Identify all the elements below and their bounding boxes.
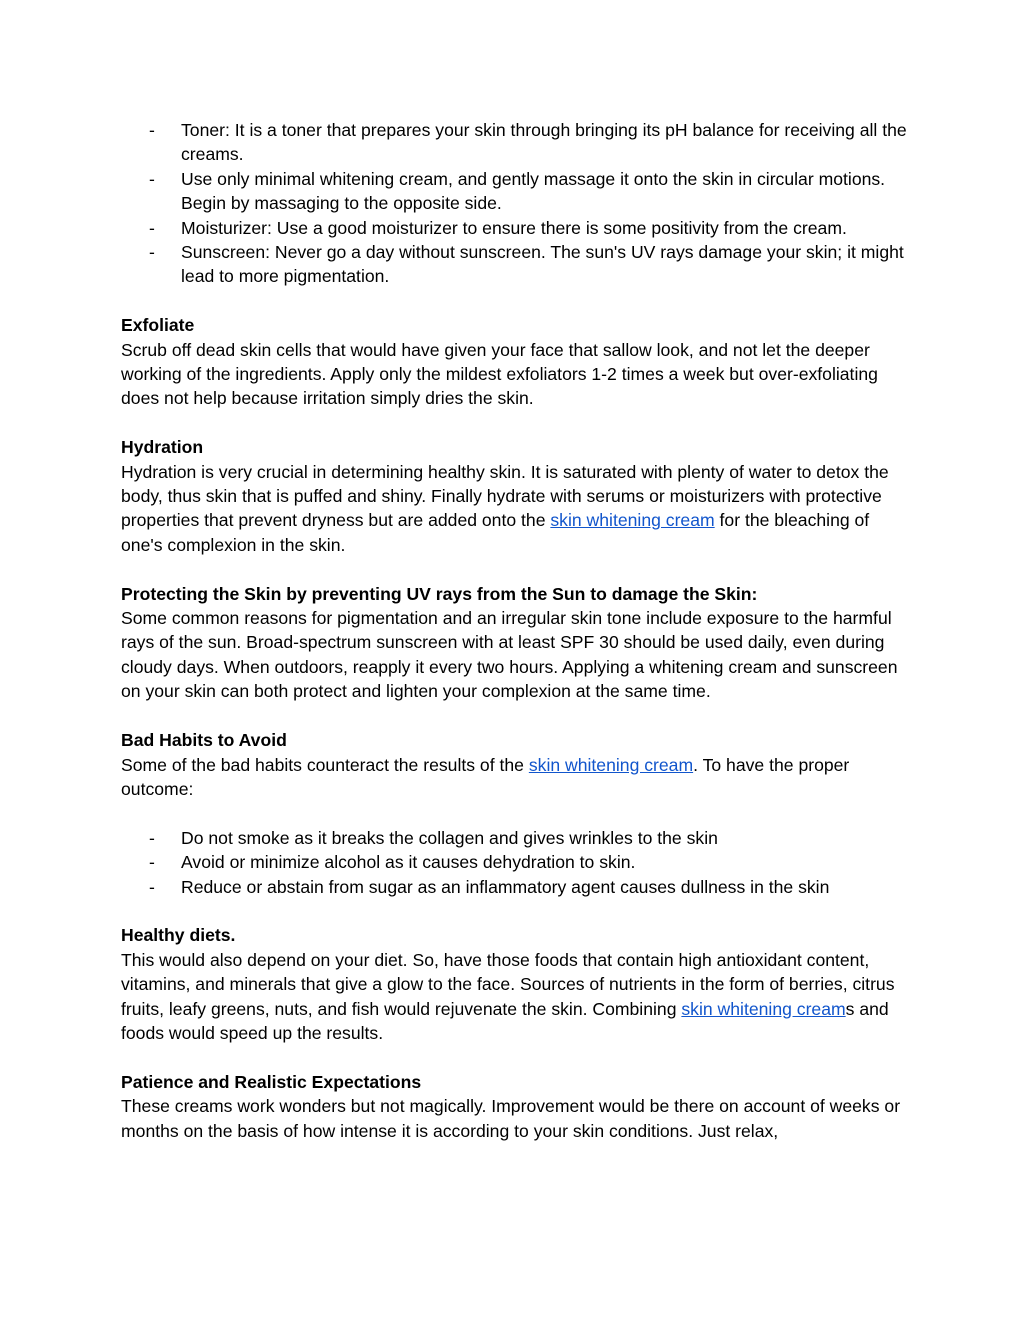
list-dash: - bbox=[149, 876, 155, 897]
list-item bbox=[121, 118, 911, 167]
list-dash: - bbox=[149, 827, 155, 848]
list-item-text: Moisturizer: Use a good moisturizer to ensure there is some positivity from the cream. bbox=[181, 217, 847, 238]
list-dash: - bbox=[149, 852, 155, 873]
bad-habits-paragraph bbox=[121, 753, 911, 802]
list-item bbox=[121, 826, 911, 850]
list-item bbox=[121, 167, 911, 216]
patience-paragraph: These creams work wonders but not magically. Improvement would be there on account of weeks or months on the basis of how intense it is according to your skin conditions. Just relax, bbox=[121, 1096, 901, 1141]
list-item-text: Toner: It is a toner that prepares your skin through bringing its pH balance for receiving all the creams. bbox=[181, 120, 907, 165]
list-dash: - bbox=[149, 217, 155, 238]
exfoliate-heading: Exfoliate bbox=[121, 315, 195, 336]
list-item bbox=[121, 850, 911, 874]
hydration-paragraph bbox=[121, 460, 911, 558]
skin-whitening-cream-link[interactable]: skin whitening cream bbox=[528, 754, 694, 775]
skin-whitening-cream-link[interactable]: skin whitening cream bbox=[681, 998, 846, 1019]
patience-heading: Patience and Realistic Expectations bbox=[121, 1071, 422, 1092]
document-page bbox=[121, 118, 911, 1143]
list-item-text: Do not smoke as it breaks the collagen and gives wrinkles to the skin bbox=[181, 827, 718, 848]
list-item bbox=[121, 240, 911, 289]
bad-habits-text-after: . To have the proper outcome: bbox=[121, 754, 850, 799]
list-item bbox=[121, 875, 911, 899]
protecting-paragraph: Some common reasons for pigmentation and an irregular skin tone include exposure to the harmful rays of the sun. Broad-spectrum sunscreen with at least SPF 30 should be used daily, even during cloudy days. When outdoors, reapply it every two hours. Applying a whitening cream and sunscreen on your skin can both protect and lighten your complexion at the same time. bbox=[121, 608, 898, 702]
bad-habits-heading: Bad Habits to Avoid bbox=[121, 730, 287, 751]
hydration-text-before: Hydration is very crucial in determining healthy skin. It is saturated with plenty of water to detox the body, thus skin that is puffed and shiny. Finally hydrate with serums or moisturizers with protective properties that prevent dryness but are added onto the bbox=[121, 461, 889, 531]
hydration-text-after: for the bleaching of one's complexion in the skin. bbox=[121, 510, 870, 555]
list-item-text: Sunscreen: Never go a day without sunscreen. The sun's UV rays damage your skin; it might lead to more pigmentation. bbox=[181, 242, 904, 287]
list-item bbox=[121, 216, 911, 240]
list-dash: - bbox=[149, 120, 155, 140]
list-item-text: Reduce or abstain from sugar as an inflammatory agent causes dullness in the skin bbox=[181, 876, 830, 897]
diets-text-after: s and foods would speed up the results. bbox=[121, 998, 889, 1043]
list-dash: - bbox=[149, 242, 155, 263]
exfoliate-paragraph: Scrub off dead skin cells that would have given your face that sallow look, and not let the deeper working of the ingredients. Apply only the mildest exfoliators 1-2 times a week but over-exfoliating does not help because irritation simply dries the skin. bbox=[121, 339, 878, 409]
intro-list bbox=[121, 118, 911, 289]
skin-whitening-cream-link[interactable]: skin whitening cream bbox=[550, 510, 715, 531]
list-item-text: Use only minimal whitening cream, and gently massage it onto the skin in circular motions. Begin by massaging to the opposite side. bbox=[181, 168, 886, 214]
list-item-text: Avoid or minimize alcohol as it causes dehydration to skin. bbox=[181, 852, 636, 873]
protecting-heading: Protecting the Skin by preventing UV rays from the Sun to damage the Skin: bbox=[121, 583, 758, 604]
bad-habits-list bbox=[121, 826, 911, 899]
list-dash: - bbox=[149, 168, 155, 189]
healthy-diets-heading: Healthy diets. bbox=[121, 925, 236, 946]
diets-text-before: This would also depend on your diet. So, have those foods that contain high antioxidant content, vitamins, and minerals that give a glow to the face. Sources of nutrients in the form of berries, citrus fruits, leafy greens, nuts, and fish would rejuvenate the skin. Combining bbox=[121, 949, 895, 1019]
bad-habits-text-before: Some of the bad habits counteract the results of the bbox=[121, 754, 529, 775]
hydration-heading: Hydration bbox=[121, 437, 204, 458]
healthy-diets-paragraph bbox=[121, 948, 911, 1046]
